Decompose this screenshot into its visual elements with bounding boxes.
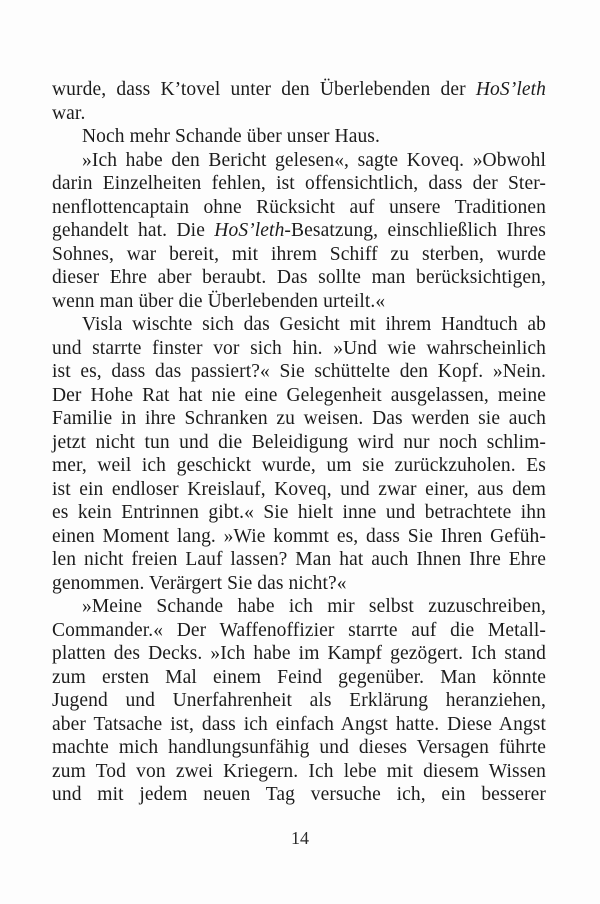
text-line	[52, 689, 546, 713]
text-line	[52, 313, 546, 337]
text-segment: Familie in ihre Schranken zu weisen. Das werden sie auch	[52, 408, 546, 429]
text-segment: »Meine Schande habe ich mir selbst zuzuschreiben,	[82, 596, 546, 617]
text-line	[52, 525, 546, 549]
text-line	[52, 760, 546, 784]
text-segment: aber Tatsache ist, dass ich einfach Angst hatte. Diese Angst	[52, 713, 546, 735]
text-line	[52, 196, 546, 220]
text-segment: platten des Decks. »Ich habe im Kampf gezögert. Ich stand	[52, 643, 546, 664]
text-segment: nenflottencaptain ohne Rücksicht auf unsere Traditionen	[52, 196, 546, 218]
text-segment: Jugend und Unerfahrenheit als Erklärung heranziehen,	[52, 690, 546, 711]
text-line	[52, 102, 546, 126]
text-segment: einen Moment lang. »Wie kommt es, dass Sie Ihren Gefüh-	[52, 525, 546, 547]
text-segment: wenn man über die Überlebenden urteilt.«	[52, 290, 386, 312]
text-segment: len nicht freien Lauf lassen? Man hat auch Ihnen Ihre Ehre	[52, 549, 546, 570]
text-line	[52, 266, 546, 290]
text-segment: es kein Entrinnen gibt.« Sie hielt inne und betrachtete ihn	[52, 502, 546, 523]
text-segment: darin Einzelheiten fehlen, ist offensichtlich, dass der Ster-	[52, 173, 546, 194]
text-segment: -Besatzung, einschließlich Ihres	[284, 220, 546, 241]
text-line	[52, 713, 546, 737]
text-line	[52, 407, 546, 431]
text-line	[52, 736, 546, 760]
text-segment: und starrte finster vor sich hin. »Und wie wahrscheinlich	[52, 337, 546, 359]
text-segment: Visla wischte sich das Gesicht mit ihrem Handtuch ab	[82, 314, 546, 335]
text-line	[52, 290, 546, 314]
text-segment: dieser Ehre aber beraubt. Das sollte man berücksichtigen,	[52, 267, 546, 288]
text-segment: zum Tod von zwei Kriegern. Ich lebe mit diesem Wissen	[52, 760, 546, 782]
italic-text-segment: HoS’leth	[475, 79, 546, 100]
text-segment: »Ich habe den Bericht gelesen«, sagte Koveq. »Obwohl	[82, 149, 546, 171]
text-line	[52, 125, 546, 149]
text-line	[52, 149, 546, 173]
text-line	[52, 360, 546, 384]
text-line	[52, 783, 546, 807]
text-line	[52, 243, 546, 267]
text-line	[52, 548, 546, 572]
text-segment: mer, weil ich geschickt wurde, um sie zurückzuholen. Es	[52, 455, 546, 476]
text-line	[52, 454, 546, 478]
text-line	[52, 666, 546, 690]
text-line	[52, 501, 546, 525]
text-segment: Der Hohe Rat hat nie eine Gelegenheit ausgelassen, meine	[52, 384, 546, 406]
page-number: 14	[291, 828, 309, 848]
text-segment: war.	[52, 102, 86, 124]
text-segment: gehandelt hat. Die	[52, 220, 215, 241]
text-line	[52, 172, 546, 196]
text-segment: wurde, dass K’tovel unter den Überlebenden der	[52, 79, 476, 100]
text-segment: jetzt nicht tun und die Beleidigung wird nur noch schlim-	[52, 431, 546, 453]
text-segment: ist ein endloser Kreislauf, Koveq, und zwar einer, aus dem	[52, 478, 546, 500]
text-line	[52, 619, 546, 643]
text-segment: zum ersten Mal einem Feind gegenüber. Man könnte	[52, 666, 546, 688]
text-line	[52, 219, 546, 243]
text-segment: genommen. Verärgert Sie das nicht?«	[52, 572, 347, 594]
italic-text-segment: HoS’leth	[214, 220, 285, 241]
text-line	[52, 431, 546, 455]
text-segment: und mit jedem neuen Tag versuche ich, ein besserer	[52, 784, 546, 805]
body-text	[52, 78, 546, 807]
text-line	[52, 478, 546, 502]
text-segment: Commander.« Der Waffenoffizier starrte auf die Metall-	[52, 619, 546, 641]
text-line	[52, 337, 546, 361]
text-segment: ist es, dass das passiert?« Sie schüttelte den Kopf. »Nein.	[52, 361, 546, 382]
text-line	[52, 642, 546, 666]
text-line	[52, 384, 546, 408]
text-line	[52, 572, 546, 596]
text-line	[52, 78, 546, 102]
text-segment: Noch mehr Schande über unser Haus.	[82, 126, 380, 147]
text-line	[52, 595, 546, 619]
text-segment: Sohnes, war bereit, mit ihrem Schiff zu sterben, wurde	[52, 243, 546, 265]
text-segment: machte mich handlungsunfähig und dieses Versagen führte	[52, 737, 546, 758]
